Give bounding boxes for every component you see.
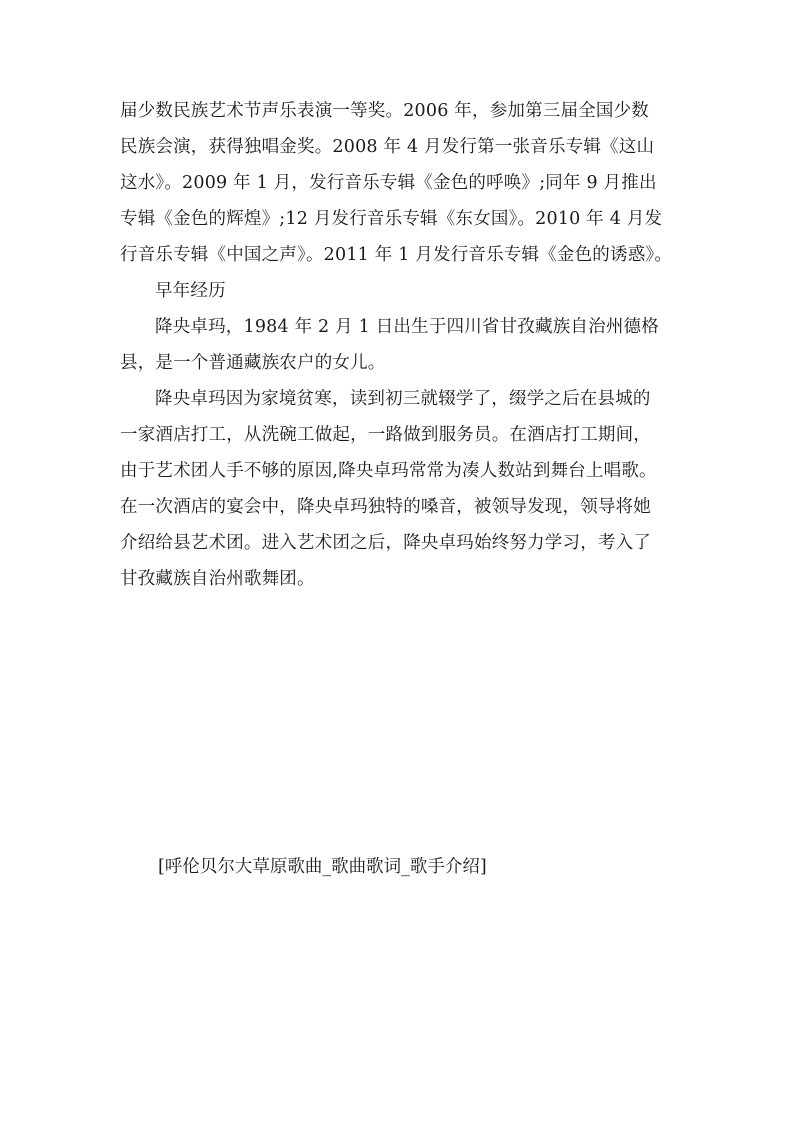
text-line: 县，是一个普通藏族农户的女儿。 [120,353,386,373]
text-line: 届少数民族艺术节声乐表演一等奖。2006 年，参加第三届全国少数 [120,101,649,121]
text-line: 降央卓玛，1984 年 2 月 1 日出生于四川省甘孜藏族自治州德格 [155,317,659,337]
document-body [120,93,686,597]
text-line: 一家酒店打工，从洗碗工做起，一路做到服务员。在酒店打工期间， [120,425,651,445]
paragraph-birth [120,309,686,381]
text-line: 这水》。2009 年 1 月，发行音乐专辑《金色的呼唤》;同年 9 月推出 [120,173,657,193]
text-line: 甘孜藏族自治州歌舞团。 [120,569,315,589]
text-line: 降央卓玛因为家境贫寒，读到初三就辍学了，缀学之后在县城的 [155,389,651,409]
text-line: 由于艺术团人手不够的原因,降央卓玛常常为凑人数站到舞台上唱歌。 [120,461,657,481]
text-line: 民族会演，获得独唱金奖。2008 年 4 月发行第一张音乐专辑《这山 [120,137,655,157]
section-heading: 早年经历 [155,281,226,301]
paragraph-awards [120,93,686,273]
text-line: 在一次酒店的宴会中，降央卓玛独特的嗓音，被领导发现，领导将她 [120,497,651,517]
text-line: 专辑《金色的辉煌》;12 月发行音乐专辑《东女国》。2010 年 4 月发 [120,209,663,229]
text-line: 行音乐专辑《中国之声》。2011 年 1 月发行音乐专辑《金色的诱惑》。 [120,245,673,265]
related-article-link[interactable]: [呼伦贝尔大草原歌曲_歌曲歌词_歌手介绍] [158,857,487,877]
text-line: 介绍给县艺术团。进入艺术团之后，降央卓玛始终努力学习，考入了 [120,533,651,553]
paragraph-early-life [120,381,686,597]
